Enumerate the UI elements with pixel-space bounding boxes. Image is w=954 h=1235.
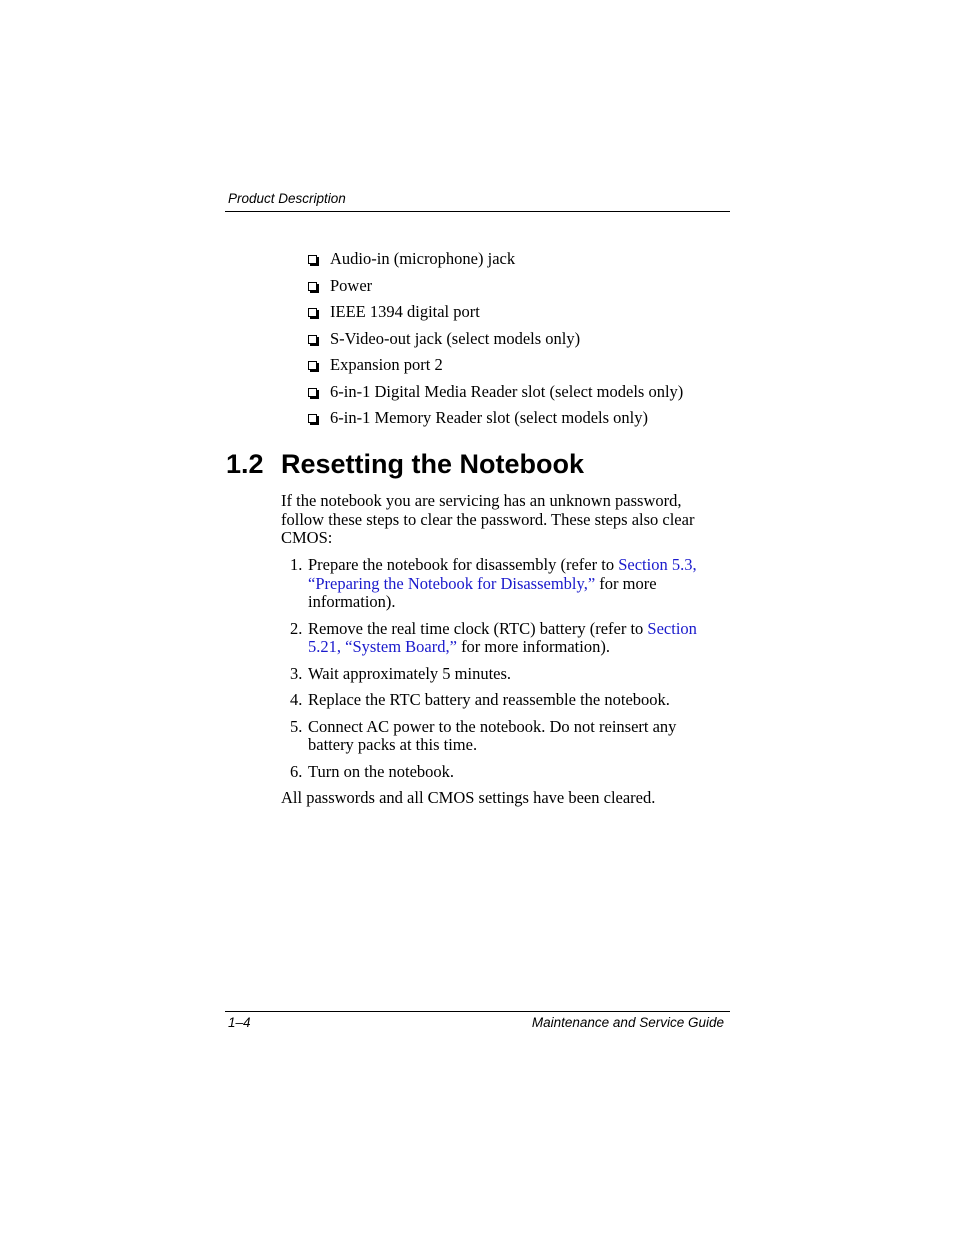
step-item: 3. Wait approximately 5 minutes. xyxy=(290,663,512,683)
checkbox-bullet-icon xyxy=(308,414,317,423)
list-item: IEEE 1394 digital port xyxy=(308,299,683,326)
checkbox-bullet-icon xyxy=(308,388,317,397)
section-number: 1.2 xyxy=(226,449,264,479)
step-item: 5. Connect AC power to the notebook. Do not reinsert any battery packs at this time. xyxy=(290,716,677,754)
port-list xyxy=(308,246,683,432)
step-number: 1. xyxy=(290,555,303,574)
checkbox-bullet-icon xyxy=(308,335,317,344)
checkbox-bullet-icon xyxy=(308,255,317,264)
step-item: 2. Remove the real time clock (RTC) battery (refer to Section 5.21, “System Board,” for more information). xyxy=(290,618,697,656)
list-item: 6-in-1 Digital Media Reader slot (select models only) xyxy=(308,379,683,406)
intro-paragraph: If the notebook you are servicing has an unknown password, follow these steps to clear the password. These steps also clear CMOS: xyxy=(281,491,695,547)
section-title: Resetting the Notebook xyxy=(281,449,585,479)
step-number: 5. xyxy=(290,716,303,736)
page-number: 1–4 xyxy=(228,1015,251,1030)
list-item: Audio-in (microphone) jack xyxy=(308,246,683,273)
list-item: 6-in-1 Memory Reader slot (select models only) xyxy=(308,405,683,432)
running-header xyxy=(225,190,730,212)
steps-list xyxy=(281,556,721,789)
list-item: Power xyxy=(308,273,683,300)
step-number: 3. xyxy=(290,663,303,683)
list-item: S-Video-out jack (select models only) xyxy=(308,326,683,353)
section-heading xyxy=(226,446,584,482)
checkbox-bullet-icon xyxy=(308,282,317,291)
step-number: 2. xyxy=(290,618,303,638)
section-5-21-link[interactable]: Section 5.21, “System Board,” xyxy=(308,618,697,656)
step-number: 6. xyxy=(290,761,303,781)
step-number: 4. xyxy=(290,690,303,709)
step-item: 1. Prepare the notebook for disassembly (refer to Section 5.3, “Preparing the Notebook for Disassembly,” for more information). xyxy=(290,555,697,611)
step-item: 4. Replace the RTC battery and reassemble the notebook. xyxy=(290,690,670,709)
section-5-3-link[interactable]: Section 5.3, “Preparing the Notebook for Disassembly,” xyxy=(308,555,697,593)
list-item: Expansion port 2 xyxy=(308,352,683,379)
checkbox-bullet-icon xyxy=(308,308,317,317)
running-footer xyxy=(225,1011,730,1035)
guide-title: Maintenance and Service Guide xyxy=(531,1015,724,1030)
conclusion-paragraph: All passwords and all CMOS settings have been cleared. xyxy=(281,788,656,807)
step-item: 6. Turn on the notebook. xyxy=(290,761,455,781)
running-header-title: Product Description xyxy=(228,191,346,206)
checkbox-bullet-icon xyxy=(308,361,317,370)
